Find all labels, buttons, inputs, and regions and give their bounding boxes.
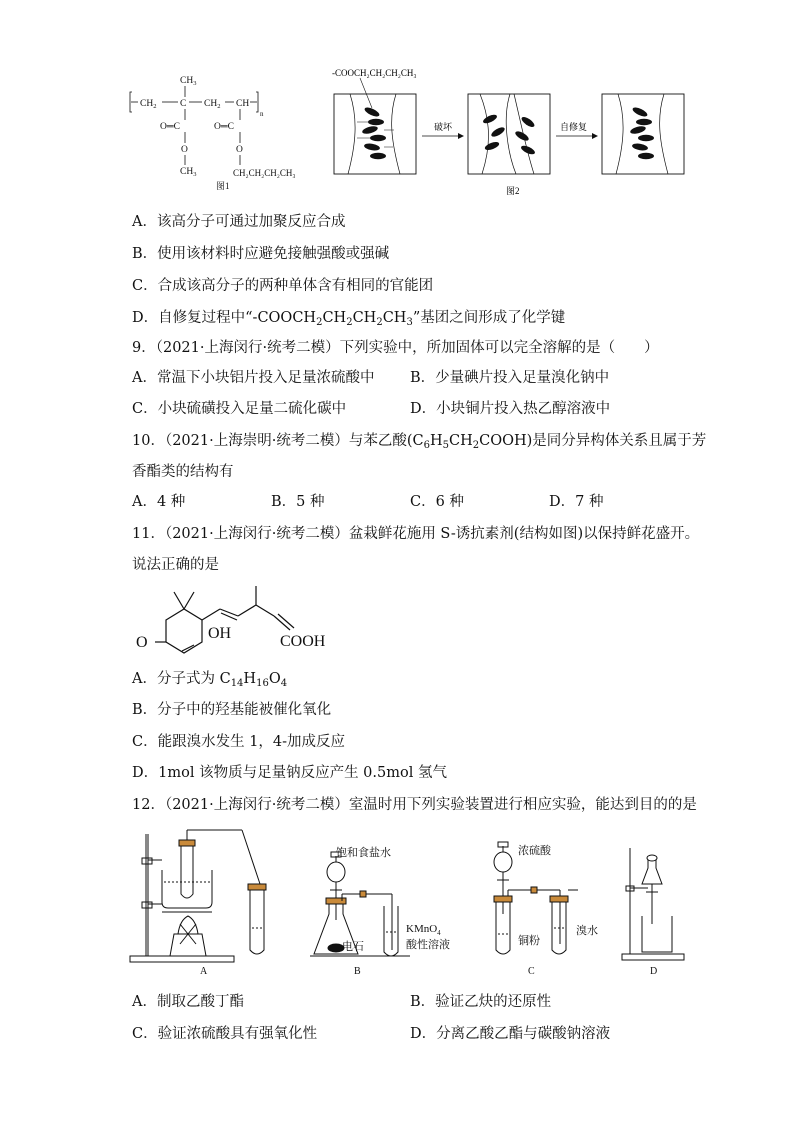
svg-text:饱和食盐水: 饱和食盐水 [336, 847, 391, 859]
q12-option-a: A．制取乙酸丁酯 [132, 994, 244, 1010]
q11-option-c: C．能跟溴水发生 1，4-加成反应 [132, 734, 346, 750]
q12-apparatus-figure [126, 824, 696, 978]
svg-text:A: A [200, 966, 208, 977]
figure-2-caption: 图2 [506, 186, 520, 196]
q12-stem: 12．（2021·上海闵行·统考二模）室温时用下列实验装置进行相应实验，能达到目的的是 [132, 797, 697, 813]
figure-1-caption: 图1 [216, 181, 230, 190]
q11-stem: 11．（2021·上海闵行·统考二模）盆栽鲜花施用 S-诱抗素剂(结构如图)以保持鲜花盛开。 [132, 526, 700, 542]
svg-text:溴水: 溴水 [576, 925, 598, 937]
svg-text:CH2: $CH_2$ [204, 99, 221, 110]
q9-stem: 9．（2021·上海闵行·统考二模）下列实验中，所加固体可以完全溶解的是（ ） [132, 340, 659, 356]
svg-text:D: D [650, 966, 658, 977]
q9-option-c: C．小块硫磺投入足量二硫化碳中 [132, 401, 347, 417]
q8-option-b: B．使用该材料时应避免接触强酸或强碱 [132, 246, 390, 262]
q8-option-d: D．自修复过程中“$-COOCH_2CH_2CH_2CH_3$”基团之间形成了化学键 [132, 310, 566, 328]
q10-option-d: D．7 种 [549, 494, 604, 510]
q9-option-b: B．少量碘片投入足量溴化钠中 [410, 370, 610, 386]
svg-text:自修复: 自修复 [560, 122, 588, 132]
q11-stem-line2: 说法正确的是 [132, 557, 219, 573]
svg-text:铜粉: 铜粉 [518, 935, 540, 947]
q10-option-c: C．6 种 [410, 494, 464, 510]
svg-text:浓硫酸: 浓硫酸 [518, 845, 551, 857]
svg-text:破坏: 破坏 [434, 122, 453, 132]
svg-text:COOH: COOH [280, 633, 326, 650]
svg-text:CH3: $CH_3$ [180, 76, 197, 87]
q11-option-d: D．1mol 该物质与足量钠反应产生 0.5mol 氢气 [132, 765, 447, 781]
q8-option-a: A．该高分子可通过加聚反应合成 [132, 214, 346, 230]
svg-text:电石: 电石 [342, 941, 364, 953]
svg-text:CH: CH [236, 99, 250, 109]
svg-text:O: O [181, 145, 188, 155]
svg-text:-COOCH₂CH₂CH₂CH₃: -COOCH₂CH₂CH₂CH₃ [332, 68, 417, 78]
figure-2-self-repair-diagram [330, 64, 690, 198]
q12-option-c: C．验证浓硫酸具有强氧化性 [132, 1026, 318, 1042]
svg-text:B: B [354, 966, 361, 977]
q12-option-b: B．验证乙炔的还原性 [410, 994, 552, 1010]
svg-text:O═C: O═C [160, 122, 180, 132]
svg-text:O: O [236, 145, 243, 155]
svg-text:CH3: $CH_3$ [180, 167, 197, 178]
q12-option-d: D．分离乙酸乙酯与碳酸钠溶液 [410, 1026, 611, 1042]
svg-text:CH₂CH₂CH₂CH₃: CH₂CH₂CH₂CH₃ [233, 168, 296, 178]
q9-option-d: D．小块铜片投入热乙醇溶液中 [410, 401, 611, 417]
svg-text:C: C [528, 966, 535, 977]
q10-option-a: A．4 种 [132, 494, 186, 510]
q11-option-b: B．分子中的羟基能被催化氧化 [132, 702, 332, 718]
svg-text:KMnO4: KMnO$_4$ [406, 923, 441, 937]
q11-option-a: A．分子式为 $C_{14}H_{16}O_4$ [132, 671, 288, 689]
svg-text:酸性溶液: 酸性溶液 [406, 939, 450, 951]
q10-stem-line2: 香酯类的结构有 [132, 464, 234, 480]
q9-option-a: A．常温下小块铝片投入足量浓硫酸中 [132, 370, 375, 386]
svg-text:n: n [260, 110, 264, 118]
q10-stem: 10．（2021·上海崇明·统考二模）与苯乙酸$(C_6H_5CH_2COOH)$是同分异构体关系且属于芳 [132, 433, 707, 451]
svg-text:OH: OH [208, 625, 232, 642]
q10-option-b: B．5 种 [271, 494, 325, 510]
svg-text:O: O [136, 634, 148, 651]
figure-1-polymer-structure [128, 68, 308, 190]
svg-text:CH2: $CH_2$ [140, 99, 157, 110]
q8-option-c: C．合成该高分子的两种单体含有相同的官能团 [132, 278, 434, 294]
svg-text:O═C: O═C [214, 122, 234, 132]
q11-molecule-structure [132, 580, 352, 656]
svg-text:C: C [180, 99, 187, 109]
